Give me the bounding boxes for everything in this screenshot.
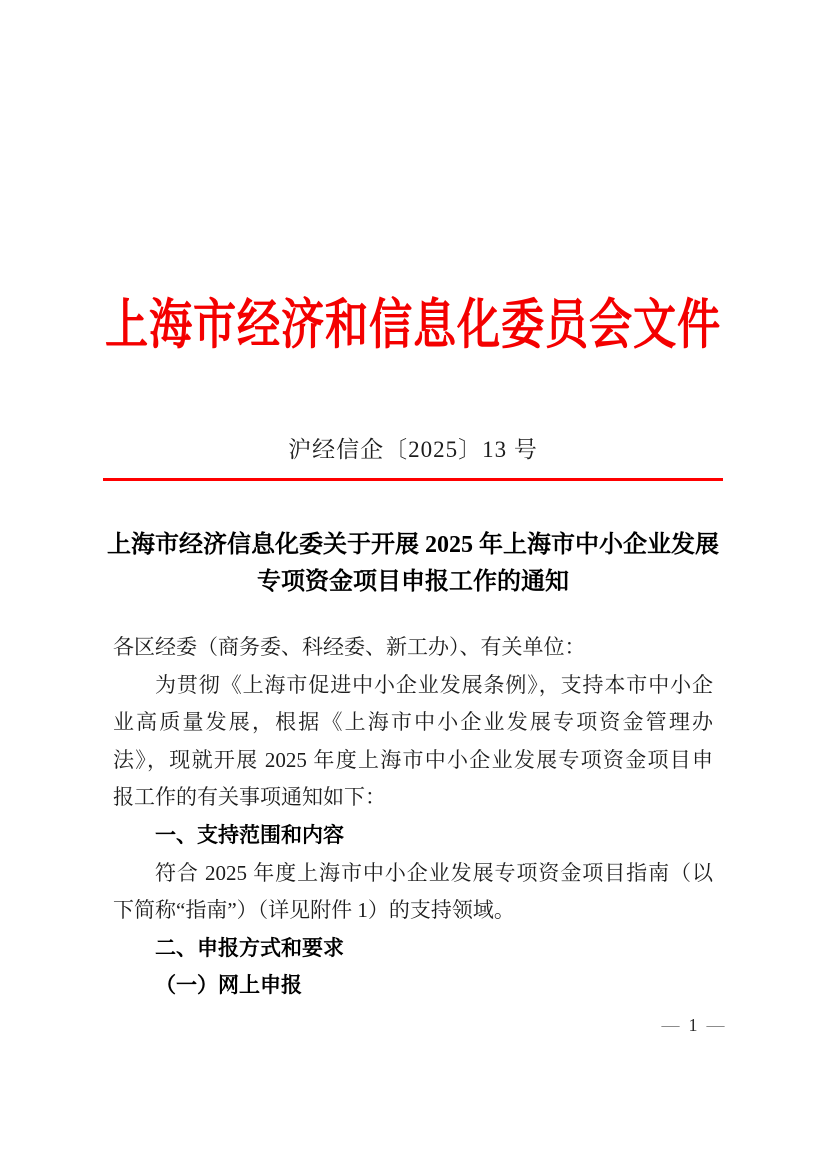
document-title-line-1: 上海市经济信息化委关于开展 2025 年上海市中小企业发展 [107,532,719,558]
document-body [113,629,713,1005]
page-number-dash-left: — [661,1015,680,1035]
subsection-heading-1: （一）网上申报 [155,974,302,998]
document-title-line-2: 专项资金项目申报工作的通知 [257,569,569,595]
body-line: 符合 2025 年度上海市中小企业发展专项资金项目指南（以 [155,860,713,885]
body-line: 为贯彻《上海市促进中小企业发展条例》，支持本市中小企 [155,672,713,697]
page-number-dash-right: — [706,1015,725,1035]
red-divider-line [103,478,723,481]
body-line: 法》，现就开展 2025 年度上海市中小企业发展专项资金项目申 [113,747,713,772]
agency-banner-title: 上海市经济和信息化委员会文件 [105,295,722,355]
body-line-salutation: 各区经委（商务委、科经委、新工办）、有关单位： [113,635,586,659]
body-line: 业高质量发展，根据《上海市中小企业发展专项资金管理办 [113,710,713,735]
section-heading-2: 二、申报方式和要求 [155,936,344,960]
section-heading-1: 一、支持范围和内容 [155,823,344,847]
body-line: 报工作的有关事项通知如下： [113,785,386,810]
body-line: 下简称“指南”）（详见附件 1）的支持领域。 [113,898,515,923]
page-number [648,1014,738,1036]
document-number: 沪经信企〔2025〕13 号 [288,437,538,462]
page-number-value: 1 [688,1015,698,1035]
document-title [63,527,763,601]
